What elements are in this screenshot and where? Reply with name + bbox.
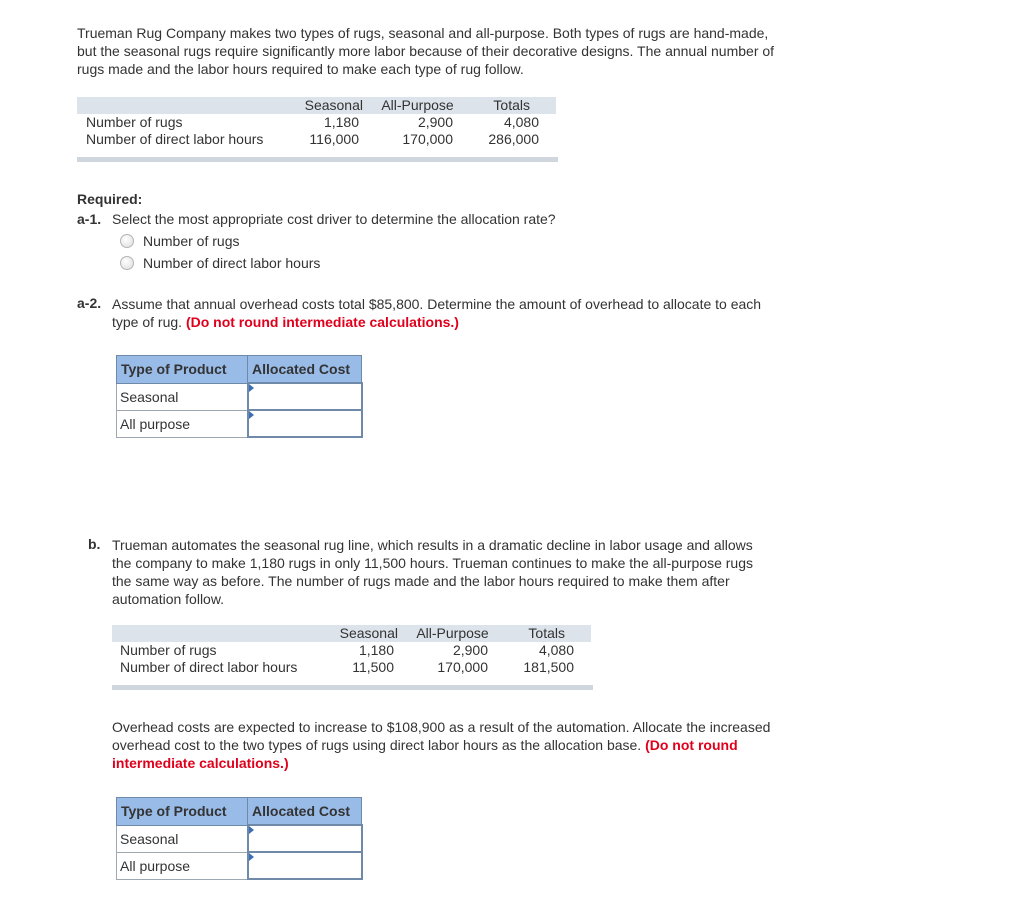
col-header-allocated-cost: Allocated Cost bbox=[248, 798, 362, 826]
allocated-cost-all-purpose-input-b[interactable] bbox=[249, 854, 365, 878]
allocated-cost-seasonal-cell[interactable] bbox=[248, 825, 362, 852]
allocated-cost-all-purpose-input[interactable] bbox=[249, 412, 365, 436]
allocated-cost-seasonal-cell[interactable] bbox=[248, 383, 362, 410]
option-label: Number of direct labor hours bbox=[143, 255, 321, 271]
b-label: b. bbox=[88, 536, 101, 552]
cell-all-purpose: 170,000 bbox=[402, 131, 453, 147]
a2-label: a-2. bbox=[77, 295, 102, 311]
row-label: Number of direct labor hours bbox=[120, 659, 298, 675]
option-number-of-rugs[interactable] bbox=[120, 233, 239, 249]
allocated-cost-seasonal-input-b[interactable] bbox=[249, 827, 365, 851]
radio-button[interactable] bbox=[120, 256, 134, 270]
b2-note: (Do not round intermediate calculations.) bbox=[112, 737, 738, 771]
col-header-totals: Totals bbox=[501, 625, 591, 642]
input-marker-icon bbox=[249, 411, 254, 419]
input-marker-icon bbox=[249, 384, 254, 392]
b2-text: Overhead costs are expected to increase to $108,900 as a result of the automation. Allocate the increased overhead cost to the two types of rugs using direct labor hours as the allocation base. bbox=[112, 719, 771, 753]
col-header-totals: Totals bbox=[466, 97, 556, 114]
table-divider bbox=[112, 685, 593, 690]
rug-data-table bbox=[77, 97, 556, 148]
col-header-seasonal: Seasonal bbox=[329, 625, 398, 642]
option-direct-labor-hours[interactable] bbox=[120, 255, 320, 271]
row-label-seasonal: Seasonal bbox=[117, 825, 248, 852]
cell-seasonal: 1,180 bbox=[323, 114, 359, 130]
row-label: Number of rugs bbox=[120, 642, 217, 658]
option-label: Number of rugs bbox=[143, 233, 240, 249]
table-row bbox=[117, 825, 362, 852]
col-header-seasonal: Seasonal bbox=[294, 97, 363, 114]
table-header-row bbox=[112, 625, 591, 642]
table-row bbox=[117, 852, 362, 879]
col-header-type-of-product: Type of Product bbox=[117, 798, 248, 826]
allocated-cost-all-purpose-cell[interactable] bbox=[248, 410, 362, 437]
cell-seasonal: 116,000 bbox=[309, 131, 359, 147]
cell-all-purpose: 2,900 bbox=[452, 642, 488, 658]
col-header-allocated-cost: Allocated Cost bbox=[248, 356, 362, 384]
intro-paragraph: Trueman Rug Company makes two types of rugs, seasonal and all-purpose. Both types of rugs are hand-made, but the seasonal rugs require significantly more labor because of their decorative designs. The annual number of rugs made and the labor hours required to make each type of rug follow. bbox=[77, 25, 775, 77]
rug-data-table-automation bbox=[112, 625, 591, 676]
a1-label: a-1. bbox=[77, 211, 102, 227]
cell-seasonal: 11,500 bbox=[352, 659, 394, 675]
allocated-cost-seasonal-input[interactable] bbox=[249, 385, 365, 409]
input-marker-icon bbox=[249, 853, 254, 861]
b2-paragraph bbox=[112, 718, 817, 772]
cell-totals: 181,500 bbox=[523, 659, 574, 675]
table-divider bbox=[77, 157, 558, 162]
radio-button[interactable] bbox=[120, 234, 134, 248]
table-header-row bbox=[77, 97, 556, 114]
cell-all-purpose: 2,900 bbox=[417, 114, 453, 130]
answer-table-a2 bbox=[116, 355, 363, 438]
row-label-all-purpose: All purpose bbox=[117, 852, 248, 879]
row-label-all-purpose: All purpose bbox=[117, 410, 248, 437]
table-row bbox=[117, 410, 362, 437]
b-paragraph: Trueman automates the seasonal rug line, which results in a dramatic decline in labor usage and allows the company to make 1,180 rugs in only 11,500 hours. Trueman continues to make the all-purpose rugs the same way as before. The number of rugs made and the labor hours required to make them after automation follow. bbox=[112, 537, 753, 607]
row-label: Number of rugs bbox=[86, 114, 183, 130]
row-label-seasonal: Seasonal bbox=[117, 383, 248, 410]
a2-paragraph bbox=[112, 295, 772, 331]
cell-all-purpose: 170,000 bbox=[437, 659, 488, 675]
table-row bbox=[112, 659, 591, 676]
cell-seasonal: 1,180 bbox=[358, 642, 394, 658]
a1-question: Select the most appropriate cost driver to determine the allocation rate? bbox=[112, 211, 556, 227]
col-header-all-purpose: All-Purpose bbox=[363, 97, 466, 114]
cell-totals: 4,080 bbox=[538, 642, 574, 658]
a2-text: Assume that annual overhead costs total $85,800. Determine the amount of overhead to allocate to each type of rug. bbox=[112, 296, 762, 330]
row-label: Number of direct labor hours bbox=[86, 131, 264, 147]
allocated-cost-all-purpose-cell[interactable] bbox=[248, 852, 362, 879]
a2-note: (Do not round intermediate calculations.) bbox=[185, 314, 459, 330]
cell-totals: 4,080 bbox=[503, 114, 539, 130]
table-row bbox=[112, 642, 591, 659]
col-header-type-of-product: Type of Product bbox=[117, 356, 248, 384]
table-row bbox=[77, 131, 556, 148]
required-heading: Required: bbox=[77, 191, 143, 207]
cell-totals: 286,000 bbox=[488, 131, 539, 147]
col-header-all-purpose: All-Purpose bbox=[398, 625, 501, 642]
table-row bbox=[77, 114, 556, 131]
table-row bbox=[117, 383, 362, 410]
answer-table-b bbox=[116, 797, 363, 880]
input-marker-icon bbox=[249, 826, 254, 834]
